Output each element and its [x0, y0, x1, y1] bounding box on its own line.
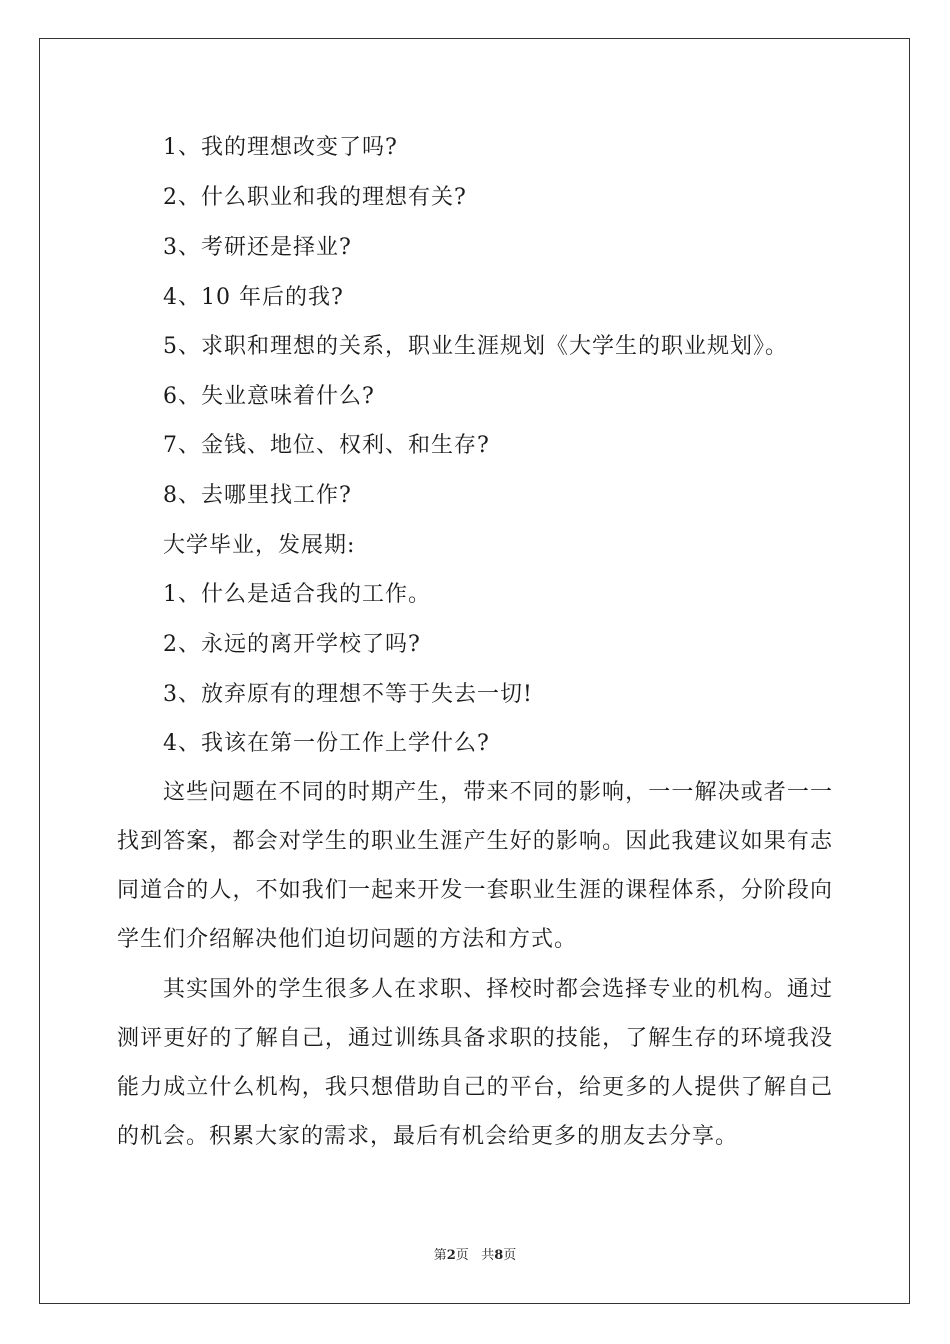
footer-total-prefix: 共 [481, 1248, 495, 1263]
footer-page-prefix: 第 [433, 1248, 447, 1263]
footer-total-number: 8 [494, 1248, 504, 1263]
list-item: 2、什么职业和我的理想有关? [163, 185, 467, 210]
page-footer [0, 1248, 950, 1264]
list-item: 4、10 年后的我? [163, 285, 344, 310]
section-heading: 大学毕业，发展期: [163, 533, 356, 558]
footer-total-suffix: 页 [503, 1248, 517, 1263]
list-item: 3、考研还是择业? [163, 235, 352, 260]
list-item: 1、什么是适合我的工作。 [163, 582, 431, 607]
body-paragraph: 其实国外的学生很多人在求职、择校时都会选择专业的机构。通过测评更好的了解自己，通过训练具备求职的技能，了解生存的环境我没能力成立什么机构，我只想借助自己的平台，给更多的人提供了解自己的机会。积累大家的需求，最后有机会给更多的朋友去分享。 [117, 977, 833, 1149]
list-item: 1、我的理想改变了吗? [163, 135, 398, 160]
footer-page-number: 2 [446, 1248, 456, 1263]
list-item: 4、我该在第一份工作上学什么? [163, 731, 490, 756]
list-item: 7、金钱、地位、权利、和生存? [163, 433, 490, 458]
list-item: 8、去哪里找工作? [163, 483, 352, 508]
list-item: 5、求职和理想的关系，职业生涯规划《大学生的职业规划》。 [163, 334, 788, 359]
body-paragraph: 这些问题在不同的时期产生，带来不同的影响，一一解决或者一一找到答案，都会对学生的职业生涯产生好的影响。因此我建议如果有志同道合的人，不如我们一起来开发一套职业生涯的课程体系，分阶段向学生们介绍解决他们迫切问题的方法和方式。 [117, 780, 833, 952]
list-item: 2、永远的离开学校了吗? [163, 632, 421, 657]
list-item: 3、放弃原有的理想不等于失去一切! [163, 682, 533, 707]
footer-page-suffix: 页 [455, 1248, 469, 1263]
list-item: 6、失业意味着什么? [163, 384, 375, 409]
